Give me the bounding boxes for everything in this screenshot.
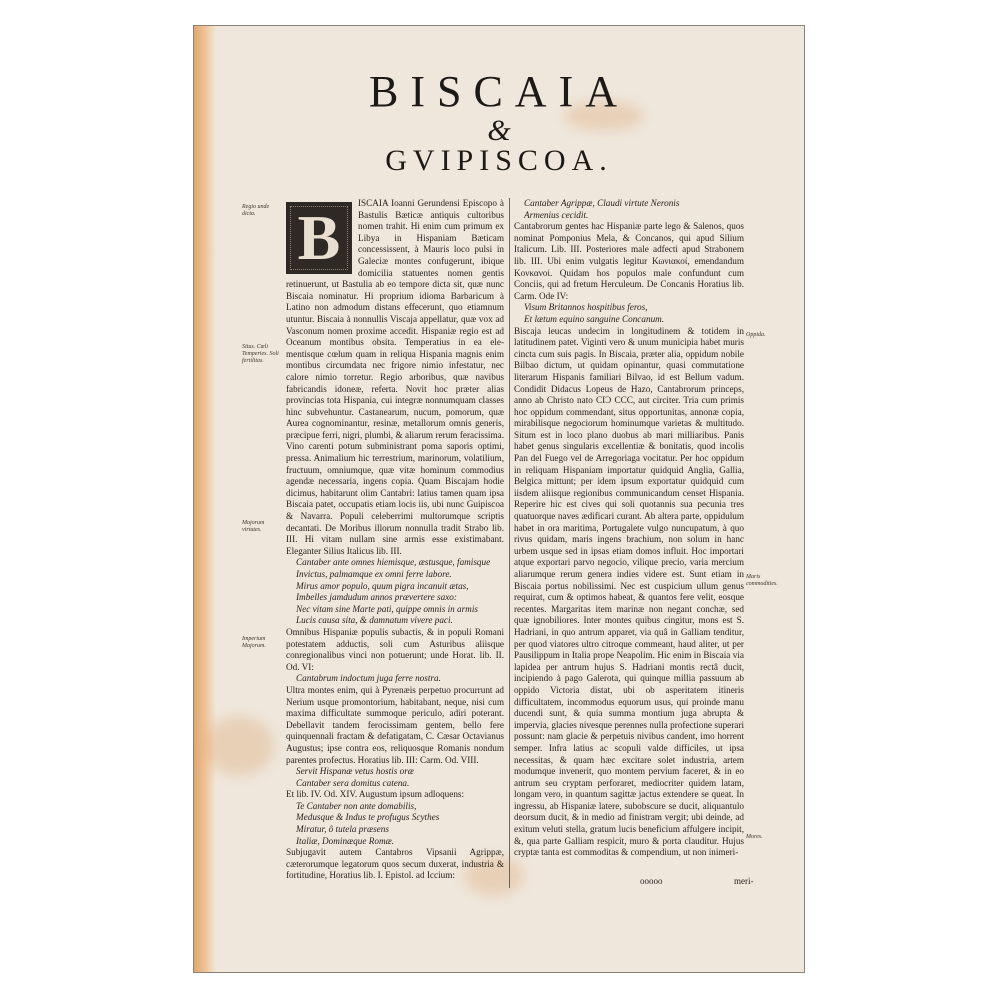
column-divider — [509, 198, 510, 888]
right-text-column — [514, 198, 744, 859]
margin-note: Maris commodities. — [746, 574, 778, 587]
paragraph: Et lib. IV. Od. XIV. Augustum ipsum adloquens: — [286, 789, 465, 800]
verse-line: Et lætum equino sanguine Concanum. — [524, 313, 665, 324]
verse-line: Miratur, ô tutela præsens — [296, 824, 389, 835]
verse-line: Te Cantaber non ante domabilis, — [296, 800, 417, 811]
catchword: meri- — [734, 876, 754, 886]
verse-line: Cantaber sera domitus catena. — [296, 777, 410, 788]
paragraph: Omnibus Hispaniæ populis subactis, & in populi Romani potestatem adductis, soli cum Asturibus aliisque conregionalibus vinci non potuerunt; unde Horat. lib. II. Od. VI: — [286, 626, 504, 672]
map-verso-page — [193, 25, 805, 973]
verse-line: Cantabrum indoctum juga ferre nostra. — [296, 673, 441, 684]
page-title: BISCAIA — [368, 67, 630, 116]
decorated-initial: B — [286, 202, 352, 274]
margin-note: Mores. — [746, 834, 763, 840]
verse-line: Nec vitam sine Marte pati, quippe omnis in armis — [296, 603, 478, 614]
verse-line: Visum Britannos hospitibus feros, — [524, 302, 648, 313]
foxing-stain — [204, 716, 274, 776]
margin-note: Regio unde dicta. — [242, 204, 270, 217]
paragraph: Subjugavit autem Cantabros Vipsanii Agrippæ, cæterorumque legatorum quos secum duxerat, industria & fortitudine, Horatius lib. I. Epistol. ad Iccium: — [286, 847, 504, 881]
margin-note: Oppida. — [746, 332, 766, 338]
margin-note: Situs. Cœli Temperies. Soli fertilitas. — [242, 344, 279, 364]
catchword-marks: ooooo — [640, 876, 663, 886]
left-text-column — [286, 198, 504, 882]
verse-line: Lucis causa sita, & damnatum vivere paci. — [296, 615, 453, 626]
verse-line: Italiæ, Dominæque Romæ. — [296, 835, 394, 846]
verse-line: Medusque & Indus te profugus Scythes — [296, 812, 440, 823]
paragraph: Cantabrorum gentes hac Hispaniæ parte lego & Salenos, quos nominat Pomponius Mela, & Concanos, qui apud Silium Italicum. Lib. III. Posteriores male adfecti apud Strabonem lib. III. Ubi enim vulgatis legitur Κωνιακοί, emendandum Κονκανοί. Quidam hos populos male confundunt cum Conciis, qui ad fretum Herculeum. De Concanis Horatius lib. Carm. Ode IV: — [514, 221, 744, 301]
paragraph: ISCAIA Ioanni Gerundensi Episcopo à Bastulis Bæticæ antiquis cultoribus nomen trahit. Hi enim cum primum ex Libya in Hispaniam Bæticam concessissent, à Mauris loco pulsi in Galeciæ montes confugerunt, ibique domicilia statuentes nomen gentis retinuerunt, ut Bastulia ab eo tempore dicta sit, quæ nunc Biscaia nominatur. Hi proprium idioma Barbaricum à Latino non admodum distans effecerunt, quo etiamnum utuntur. Biscaia à nonnullis Viscaja appellatur, quæ vox ad Vasconum nomen proxime accedit. Hispaniæ regio est ad Oceanum montibus obsita. Temperatius in ea ele- mentisque cœlum quam in reliqua Hispania magnis enim montibus circumdata nec frigore nimio infestatur, nec calore nimio torretur. Regio arboribus, quæ navibus fabricandis idoneæ, referta. Novit hoc præter alias provincias tota Hispania, cui integræ nonnumquam classes hinc subvehuntur. Castanearum, nucum, pomorum, quæ Aurea cognominantur, resinæ, metallorum omnis generis, præcipue ferri, nigri, plumbi, & aliarum rerum feracissima. Vino carenti potum subministrant poma saporis optimi, pressa. Animalium hic terrestrium, marinorum, volatilium, fructuum, omniumque, quæ vitæ hominum commodius agendæ necessaria, ingens copia. Quam Biscajam hodie dicimus, habitarunt olim Cantabri: latius tamen quam ipsa Biscaia patet, occupatis etiam locis iis, ubi nunc Guipiscoa & Navarra. Populi celeberrimi multorumque scriptis decantati. De Moribus illorum nonnulla tradit Strabo lib. III. Hi vitam nullam sine armis esse existimabant. Eleganter Silius Italicus lib. III. — [286, 198, 504, 556]
verse-line: Cantaber ante omnes hiemisque, æstusque, famisque — [296, 557, 491, 568]
margin-note: Majorum virtutes. — [242, 520, 265, 533]
title-ampersand: & — [487, 114, 511, 147]
margin-note: Imperium Majorum. — [242, 636, 266, 649]
page-subtitle: GVIPISCOA. — [385, 144, 613, 177]
verse-line: Servit Hispanæ vetus hostis oræ — [296, 766, 414, 777]
verse-line: Imbelles jamdudum annos prævertere saxo: — [296, 592, 457, 603]
verse-line: Cantaber Agrippæ, Claudi virtute Neronis — [524, 198, 680, 208]
verse-line: Invictus, palmamque ex omni ferre labore. — [296, 569, 452, 579]
paragraph: Biscaja leucas undecim in longitudinem & totidem in latitudinem patet. Viginti vero & unum municipia habet muris cincta cum suis pagis. In Biscaia, præter alia, oppidum nobile Bilbao dictum, ut quidam opinantur, quasi commutatione literarum Hispanis familiari Bilvao, id est Bellum vadum. Condidit Didacus Lopeus de Hazo, Cantabrorum princeps, anno ab Christo nato CIƆ CCC, aut circiter. Tria cum primis hoc oppidum commendant, situs opportunitas, annonæ copia, mirabilisque negociorum hominumque varietas & multitudo. Situm est in loco plano duobus ab mari milliaribus. Panis habet genus singularis excellentiæ & bonitatis, quod incolis Pan del Fuego vel de Arregoriaga vocitatur. Per hoc oppidum in reliquam Hispaniam importatur quidquid Anglia, Gallia, Belgica mittunt; per idem ipsum exportatur quidquid cum iisdem aliisque regionibus communicandum censet Hispania. Reperire hic est cives qui soli quotannis sua pecunia tres quatuorque naves ædificari curant. Ab altera parte, oppidulum habet in ora maritima, Portugalete vulgo nuncupatum, à quo rivus quidam, maris ingens brachium, non solum in hanc urbem usque sed in ipsas etiam domos influit. Hoc importari atque exportari parvo negocio, vilique precio, varia mercium aliarumque rerum genera indies videre est. Sunt etiam in Biscaia portus nobilissimi. Nec est cuspicium ullum genus requirat, cum & optimos habeat, & quantos fere velit, eosque recentes. Margaritas item marinæ non negant conchæ, sed quæ ignobiliores. Inter montes quibus cingitur, mons est S. Hadriani, in quo antrum apparet, via quâ in Galliam tenditur, per quod viatores ultro citroque commeant, haud aliter, ut per Pausilippum in Italia prope Neapolim. Hic enim in Biscaia via lapidea per antrum hujus S. Hadriani montis rectâ ducit, incipiendo à pago Galerota, qui quinque millia passuum ab oppido Victoria distat, ubi ob asperitatem itineris difficultatem, incommodus equorum usus, qui proinde manu ducendi sunt, & quia summa montium juga abrupta & impervia, glacies nivesque perennes nulla profectione superari possunt: nam glacie & perpetuis nivibus candent, imo horrent semper. Infra latius ac scopuli valde difficiles, ut ipsa necessitas, & quam hæc excitare solet industria, artem modumque invenerit, quo montem pervium faceret, & in eo antrum seu cryptam perforaret, mediocriter quidem latam, longam vero, in quantum sagittæ jactus extendere se queat. In ingressu, ab Hispaniæ latere, subobscure se ducit, aliquantulo deorsum ducit, & in medio ad finistram vergit; ubi deinde, ad exitum veluti stella, gratum lucis beneficium affulgere incipit, &, qua parte Galliam respicit, muro & porta clauditur. Hujus cryptæ tanta est commoditas & compendium, ut non inimeri- — [514, 325, 744, 858]
verse-line: Armenius cecidit. — [524, 209, 589, 220]
verse-line: Mirus amor populo, quum pigra incanuit ætas, — [296, 580, 469, 591]
paragraph: Ultra montes enim, qui à Pyrenæis perpetuo procurrunt ad Nerium usque promontorium, habitabant, neque, nisi cum maxima difficultate summoque periculo, adiri poterant. Debellavit tandem ferocissimam gentem, bello fere quinquennali fractam & defatigatam, C. Cæsar Octavianus Augustus; ipse contra eos, reliquosque Romanis nondum parentes profectus. Horatius lib. III: Carm. Od. VIII. — [286, 684, 504, 765]
